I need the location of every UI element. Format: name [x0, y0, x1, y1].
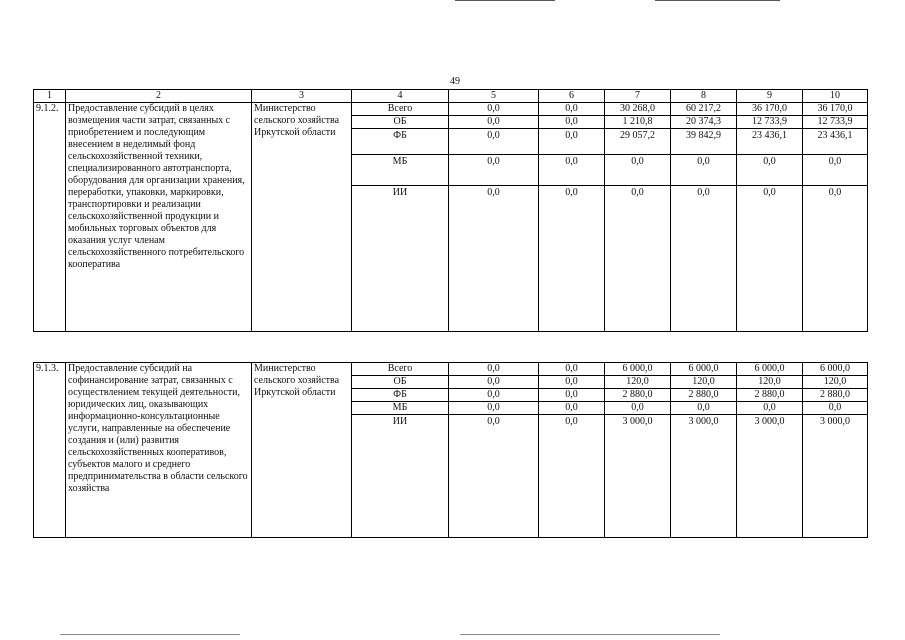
amount-cell: 23 436,1 [803, 129, 868, 155]
amount-cell: 0,0 [539, 402, 605, 415]
funding-source: ФБ [352, 389, 449, 402]
amount-cell: 0,0 [449, 363, 539, 376]
amount-cell: 6 000,0 [803, 363, 868, 376]
amount-cell: 0,0 [737, 186, 803, 332]
amount-cell: 0,0 [449, 402, 539, 415]
item-executor: Министерство сельского хозяйства Иркутской области [252, 363, 352, 538]
amount-cell: 0,0 [449, 376, 539, 389]
amount-cell: 0,0 [539, 155, 605, 186]
amount-cell: 0,0 [737, 155, 803, 186]
column-header: 1 [34, 90, 66, 103]
amount-cell: 0,0 [449, 186, 539, 332]
column-header: 7 [605, 90, 671, 103]
amount-cell: 0,0 [539, 415, 605, 538]
funding-source: ОБ [352, 116, 449, 129]
amount-cell: 29 057,2 [605, 129, 671, 155]
column-header: 3 [252, 90, 352, 103]
amount-cell: 12 733,9 [737, 116, 803, 129]
column-header-row [34, 90, 868, 103]
column-header: 5 [449, 90, 539, 103]
amount-cell: 0,0 [539, 116, 605, 129]
amount-cell: 0,0 [539, 363, 605, 376]
spacer-cell [34, 332, 868, 363]
amount-cell: 60 217,2 [671, 103, 737, 116]
column-header: 8 [671, 90, 737, 103]
amount-cell: 0,0 [539, 186, 605, 332]
amount-cell: 23 436,1 [737, 129, 803, 155]
table-row [34, 363, 868, 376]
budget-table [33, 89, 868, 538]
amount-cell: 3 000,0 [605, 415, 671, 538]
funding-source: ФБ [352, 129, 449, 155]
amount-cell: 3 000,0 [803, 415, 868, 538]
scan-artifact [60, 634, 240, 635]
spacer-row [34, 332, 868, 363]
amount-cell: 0,0 [605, 155, 671, 186]
amount-cell: 120,0 [803, 376, 868, 389]
funding-source: ИИ [352, 415, 449, 538]
amount-cell: 0,0 [605, 402, 671, 415]
item-description: Предоставление субсидий на софинансирование затрат, связанных с осуществлением текущей деятельности, юридических лиц, оказывающих информационно-консультационные услуги, направленные на обеспечение создания и (или) развития сельскохозяйственных кооперативов, субъектов малого и среднего предпринимательства в области сельского хозяйства [66, 363, 252, 538]
amount-cell: 0,0 [449, 116, 539, 129]
item-code: 9.1.2. [34, 103, 66, 332]
amount-cell: 0,0 [671, 155, 737, 186]
amount-cell: 1 210,8 [605, 116, 671, 129]
scan-artifact [655, 0, 780, 1]
item-code: 9.1.3. [34, 363, 66, 538]
amount-cell: 0,0 [605, 186, 671, 332]
amount-cell: 120,0 [605, 376, 671, 389]
amount-cell: 0,0 [539, 129, 605, 155]
scan-artifact [455, 0, 555, 1]
amount-cell: 2 880,0 [671, 389, 737, 402]
amount-cell: 3 000,0 [671, 415, 737, 538]
amount-cell: 0,0 [449, 415, 539, 538]
item-executor: Министерство сельского хозяйства Иркутской области [252, 103, 352, 332]
amount-cell: 0,0 [803, 186, 868, 332]
page-number: 49 [450, 76, 460, 87]
amount-cell: 0,0 [449, 129, 539, 155]
amount-cell: 2 880,0 [803, 389, 868, 402]
amount-cell: 0,0 [539, 103, 605, 116]
amount-cell: 30 268,0 [605, 103, 671, 116]
amount-cell: 20 374,3 [671, 116, 737, 129]
amount-cell: 39 842,9 [671, 129, 737, 155]
amount-cell: 6 000,0 [737, 363, 803, 376]
amount-cell: 0,0 [803, 155, 868, 186]
funding-source: ОБ [352, 376, 449, 389]
amount-cell: 0,0 [539, 376, 605, 389]
amount-cell: 36 170,0 [737, 103, 803, 116]
amount-cell: 0,0 [449, 155, 539, 186]
column-header: 2 [66, 90, 252, 103]
column-header: 10 [803, 90, 868, 103]
amount-cell: 0,0 [737, 402, 803, 415]
funding-source: МБ [352, 402, 449, 415]
column-header: 6 [539, 90, 605, 103]
amount-cell: 6 000,0 [671, 363, 737, 376]
funding-source: Всего [352, 103, 449, 116]
funding-source: МБ [352, 155, 449, 186]
item-description: Предоставление субсидий в целях возмещения части затрат, связанных с приобретением и последующим внесением в неделимый фонд сельскохозяйственной техники, специализированного автотранспорта, оборудования для организации хранения, переработки, упаковки, маркировки, транспортировки и реализации сельскохозяйственной продукции и мобильных торговых объектов для оказания услуг членам сельскохозяйственного потребительского кооператива [66, 103, 252, 332]
table-row [34, 103, 868, 116]
funding-source: Всего [352, 363, 449, 376]
amount-cell: 0,0 [671, 402, 737, 415]
amount-cell: 12 733,9 [803, 116, 868, 129]
column-header: 4 [352, 90, 449, 103]
scan-artifact [460, 634, 720, 635]
column-header: 9 [737, 90, 803, 103]
amount-cell: 0,0 [539, 389, 605, 402]
amount-cell: 0,0 [671, 186, 737, 332]
amount-cell: 120,0 [671, 376, 737, 389]
amount-cell: 2 880,0 [605, 389, 671, 402]
funding-source: ИИ [352, 186, 449, 332]
amount-cell: 6 000,0 [605, 363, 671, 376]
amount-cell: 0,0 [449, 103, 539, 116]
amount-cell: 0,0 [803, 402, 868, 415]
amount-cell: 3 000,0 [737, 415, 803, 538]
amount-cell: 36 170,0 [803, 103, 868, 116]
amount-cell: 2 880,0 [737, 389, 803, 402]
amount-cell: 0,0 [449, 389, 539, 402]
amount-cell: 120,0 [737, 376, 803, 389]
